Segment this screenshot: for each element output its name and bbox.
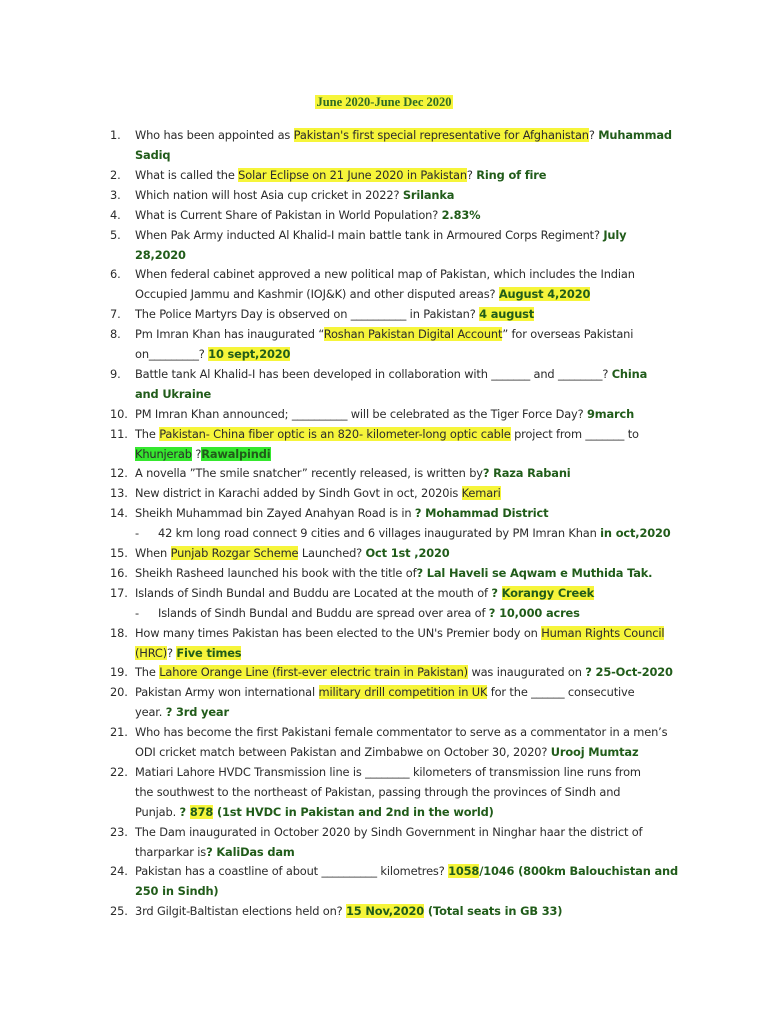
text-segment: What is Current Share of Pakistan in World Population? (135, 207, 442, 222)
question-item (110, 662, 680, 682)
question-item (110, 364, 680, 404)
title-text: June 2020-June Dec 2020 (316, 95, 452, 109)
text-segment: Korangy Creek (501, 585, 595, 600)
text-segment: ? Mohammad District (414, 506, 549, 521)
question-line (135, 762, 641, 782)
question-number: 13. (110, 486, 128, 501)
text-segment: August 4,2020 (498, 287, 591, 302)
page-title (0, 94, 768, 110)
question-number: 10. (110, 406, 128, 421)
question-number: 1. (110, 128, 121, 142)
question-line (135, 225, 626, 245)
text-segment: Punjab Rozgar Scheme (170, 545, 299, 560)
text-segment: Srilanka (402, 187, 455, 202)
text-segment: Solar Eclipse on 21 June 2020 in Pakistan (238, 167, 467, 182)
text-segment: 1058 (448, 864, 480, 879)
text-segment: Pakistan Army won international (135, 685, 319, 700)
question-number: 3. (110, 187, 121, 202)
question-text (135, 503, 548, 523)
text-segment: ? (491, 585, 502, 600)
text-segment: Matiari Lahore HVDC Transmission line is ________ kilometers of transmission line runs from (135, 764, 641, 779)
question-line (135, 185, 454, 205)
text-segment: Sheikh Rasheed launched his book with the title of (135, 565, 417, 580)
text-segment: 3rd Gilgit-Baltistan elections held on? (135, 904, 347, 919)
text-segment: ? Raza Rabani (482, 466, 571, 481)
question-number: 5. (110, 227, 121, 242)
text-segment: ? 25-Oct-2020 (585, 665, 673, 680)
question-line (135, 822, 642, 842)
text-segment: The Dam inaugurated in October 2020 by Sindh Government in Ninghar haar the district of (135, 824, 643, 839)
text-segment: Ring of fire (476, 167, 547, 182)
question-number: 9. (110, 366, 121, 381)
question-line (135, 901, 562, 921)
question-number: 21. (110, 725, 128, 739)
question-text (135, 662, 673, 682)
text-segment: ? (588, 128, 599, 142)
text-segment: ? 10,000 acres (488, 605, 580, 620)
text-segment: (Total seats in GB 33) (424, 904, 563, 919)
question-line (135, 384, 647, 404)
text-segment: Pm Imran Khan has inaugurated “ (135, 327, 324, 341)
text-segment: Which nation will host Asia cup cricket in 2022? (135, 187, 403, 202)
text-segment: the southwest to the northeast of Pakistan, passing through the provinces of Sindh and (135, 784, 621, 799)
text-segment: Kemari (461, 486, 501, 501)
question-text (135, 225, 626, 265)
text-segment: Urooj Mumtaz (550, 745, 639, 759)
question-line (135, 424, 639, 444)
question-text (135, 901, 562, 921)
question-text (135, 324, 633, 364)
question-item (110, 304, 680, 324)
text-segment: Oct 1st ,2020 (365, 545, 450, 560)
text-segment: How many times Pakistan has been elected to the UN's Premier body on (135, 625, 542, 640)
question-item (110, 185, 680, 205)
text-segment: Roshan Pakistan Digital Account (323, 327, 503, 341)
question-line (135, 503, 548, 523)
text-segment: Pakistan has a coastline of about __________ kilometres? (135, 864, 449, 879)
question-item (110, 861, 680, 901)
question-line (135, 284, 635, 304)
text-segment: (1st HVDC in Pakistan and 2nd in the world) (213, 804, 494, 819)
text-segment: 4 august (479, 307, 535, 322)
question-number: 18. (110, 625, 128, 640)
text-segment: China (611, 366, 648, 381)
question-number: 11. (110, 426, 128, 441)
question-number: 25. (110, 904, 128, 919)
text-segment: military drill competition in UK (318, 685, 488, 700)
question-text (135, 543, 450, 563)
question-item (110, 424, 680, 464)
question-line (135, 742, 667, 762)
text-segment: When federal cabinet approved a new political map of Pakistan, which includes the Indian (135, 267, 635, 282)
question-line (135, 802, 641, 822)
question-number: 22. (110, 764, 128, 779)
question-item (110, 623, 680, 663)
question-line (135, 842, 642, 862)
text-segment: 28,2020 (135, 247, 186, 262)
text-segment: July (603, 227, 627, 242)
text-segment: tharparkar is (135, 844, 207, 859)
question-text (135, 563, 652, 583)
text-segment: Battle tank Al Khalid-I has been developed in collaboration with _______ and ________? (135, 366, 612, 381)
question-item (110, 404, 680, 424)
text-segment: 15 Nov,2020 (346, 904, 425, 919)
text-segment: Human Rights Council (541, 625, 665, 640)
question-number: 17. (110, 585, 128, 600)
question-number: 20. (110, 685, 128, 700)
text-segment: Occupied Jammu and Kashmir (IOJ&K) and other disputed areas? (135, 287, 499, 302)
text-segment: 10 sept,2020 (208, 347, 291, 361)
text-segment: Pakistan's first special representative for Afghanistan (293, 128, 589, 142)
question-text (135, 404, 634, 424)
question-number: 12. (110, 466, 128, 481)
question-line (135, 702, 635, 722)
question-text (135, 304, 534, 324)
text-segment: ? (466, 167, 477, 182)
question-number: 8. (110, 327, 121, 341)
text-segment: Sadiq (135, 148, 171, 162)
question-line (135, 444, 639, 464)
question-item (110, 324, 680, 364)
text-segment: A novella ”The smile snatcher” recently released, is written by (135, 466, 483, 481)
text-segment: Punjab. (135, 804, 180, 819)
text-segment: Launched? (298, 545, 366, 560)
text-segment: for the ______ consecutive (487, 685, 635, 700)
question-text (135, 125, 672, 165)
question-number: 24. (110, 864, 128, 879)
text-segment: 42 km long road connect 9 cities and 6 villages inaugurated by PM Imran Khan (158, 526, 601, 540)
text-segment: The Police Martyrs Day is observed on __________ in Pakistan? (135, 307, 480, 322)
question-line (135, 205, 480, 225)
text-segment: Lahore Orange Line (first-ever electric train in Pakistan) (159, 665, 468, 680)
question-item (110, 483, 680, 503)
question-text (135, 364, 647, 404)
question-line (135, 563, 652, 583)
text-segment: Khunjerab (135, 446, 192, 461)
question-text (135, 623, 664, 663)
question-text (135, 463, 571, 483)
text-segment: Islands of Sindh Bundal and Buddu are Located at the mouth of (135, 585, 492, 600)
question-item (110, 583, 680, 603)
text-segment: New district in Karachi added by Sindh Govt in oct, 2020is (135, 486, 462, 501)
question-item (110, 722, 680, 762)
question-text (135, 483, 501, 503)
text-segment: Rawalpindi (201, 446, 271, 461)
question-number: 16. (110, 565, 128, 580)
text-segment: ? (191, 446, 202, 461)
text-segment: When (135, 545, 171, 560)
text-segment: ? Lal Haveli se Aqwam e Muthida Tak. (416, 565, 653, 580)
question-number: 7. (110, 307, 121, 322)
text-segment: 2.83% (441, 207, 481, 222)
question-text (135, 722, 667, 762)
question-line (135, 304, 534, 324)
text-segment: Five times (176, 645, 242, 660)
question-item (110, 543, 680, 563)
question-item (110, 682, 680, 722)
text-segment: in oct,2020 (600, 526, 671, 540)
question-item (110, 503, 680, 523)
text-segment: was inaugurated on (467, 665, 586, 680)
text-segment: When Pak Army inducted Al Khalid-I main battle tank in Armoured Corps Regiment? (135, 227, 604, 242)
text-segment: Muhammad (598, 128, 672, 142)
question-number: 15. (110, 545, 128, 560)
question-text (135, 424, 639, 464)
question-line (135, 643, 664, 663)
bullet-dash: - (135, 605, 139, 620)
text-segment: (HRC) (135, 645, 168, 660)
text-segment: The (135, 665, 160, 680)
text-segment: The (135, 426, 160, 441)
question-text (135, 264, 635, 304)
text-segment: 250 in Sindh) (135, 884, 219, 899)
question-number: 4. (110, 207, 121, 222)
question-line (135, 682, 635, 702)
question-item (110, 264, 680, 304)
text-segment: ” for overseas Pakistani (502, 327, 634, 341)
text-segment: 9march (587, 406, 635, 421)
question-text (135, 205, 480, 225)
text-segment: ODI cricket match between Pakistan and Zimbabwe on October 30, 2020? (135, 745, 551, 759)
question-line (135, 404, 634, 424)
question-line (135, 344, 633, 364)
question-line (135, 623, 664, 643)
question-item (110, 822, 680, 862)
question-line (135, 165, 546, 185)
text-segment: PM Imran Khan announced; __________ will be celebrated as the Tiger Force Day? (135, 406, 588, 421)
question-line (135, 662, 673, 682)
text-segment: ? (167, 645, 177, 660)
text-segment: What is called the (135, 167, 239, 182)
question-line (135, 264, 635, 284)
question-text (135, 822, 642, 862)
question-item (110, 901, 680, 921)
text-segment: Islands of Sindh Bundal and Buddu are spread over area of (158, 605, 489, 620)
text-segment: ? 3rd year (165, 705, 229, 720)
question-number: 23. (110, 824, 128, 839)
question-number: 14. (110, 506, 128, 521)
question-number: 2. (110, 167, 121, 182)
question-text (135, 583, 594, 603)
question-line (135, 543, 450, 563)
question-line (135, 463, 571, 483)
question-text (135, 861, 678, 901)
sub-point-text (158, 603, 580, 623)
question-number: 6. (110, 267, 121, 282)
question-item (110, 165, 680, 185)
question-line (135, 722, 667, 742)
question-item (110, 205, 680, 225)
text-segment: and Ukraine (135, 386, 212, 401)
text-segment: Sheikh Muhammad bin Zayed Anahyan Road is in (135, 506, 415, 521)
question-line (135, 125, 672, 145)
question-text (135, 762, 641, 822)
question-line (135, 782, 641, 802)
question-text (135, 185, 454, 205)
question-number: 19. (110, 665, 128, 680)
question-line (135, 145, 672, 165)
question-line (135, 583, 594, 603)
bullet-dash: - (135, 526, 139, 540)
text-segment: 878 (189, 804, 214, 819)
question-line (135, 483, 501, 503)
question-line (135, 881, 678, 901)
question-item (110, 463, 680, 483)
text-segment: project from _______ to (510, 426, 639, 441)
sub-point-text (158, 523, 671, 543)
question-line (135, 324, 633, 344)
text-segment: Pakistan- China fiber optic is an 820- kilometer-long optic cable (159, 426, 511, 441)
text-segment: year. (135, 705, 166, 720)
question-line (135, 245, 626, 265)
question-text (135, 165, 546, 185)
question-item (110, 125, 680, 165)
text-segment: ? (179, 804, 190, 819)
text-segment: on_________? (135, 347, 209, 361)
text-segment: /1046 (800km Balouchistan and (479, 864, 678, 879)
question-item (110, 563, 680, 583)
question-line (135, 364, 647, 384)
question-text (135, 682, 635, 722)
text-segment: Who has become the first Pakistani female commentator to serve as a commentator in a men’s (135, 725, 668, 739)
text-segment: Who has been appointed as (135, 128, 294, 142)
text-segment: ? KaliDas dam (206, 844, 295, 859)
question-item (110, 762, 680, 822)
question-item (110, 225, 680, 265)
question-line (135, 861, 678, 881)
